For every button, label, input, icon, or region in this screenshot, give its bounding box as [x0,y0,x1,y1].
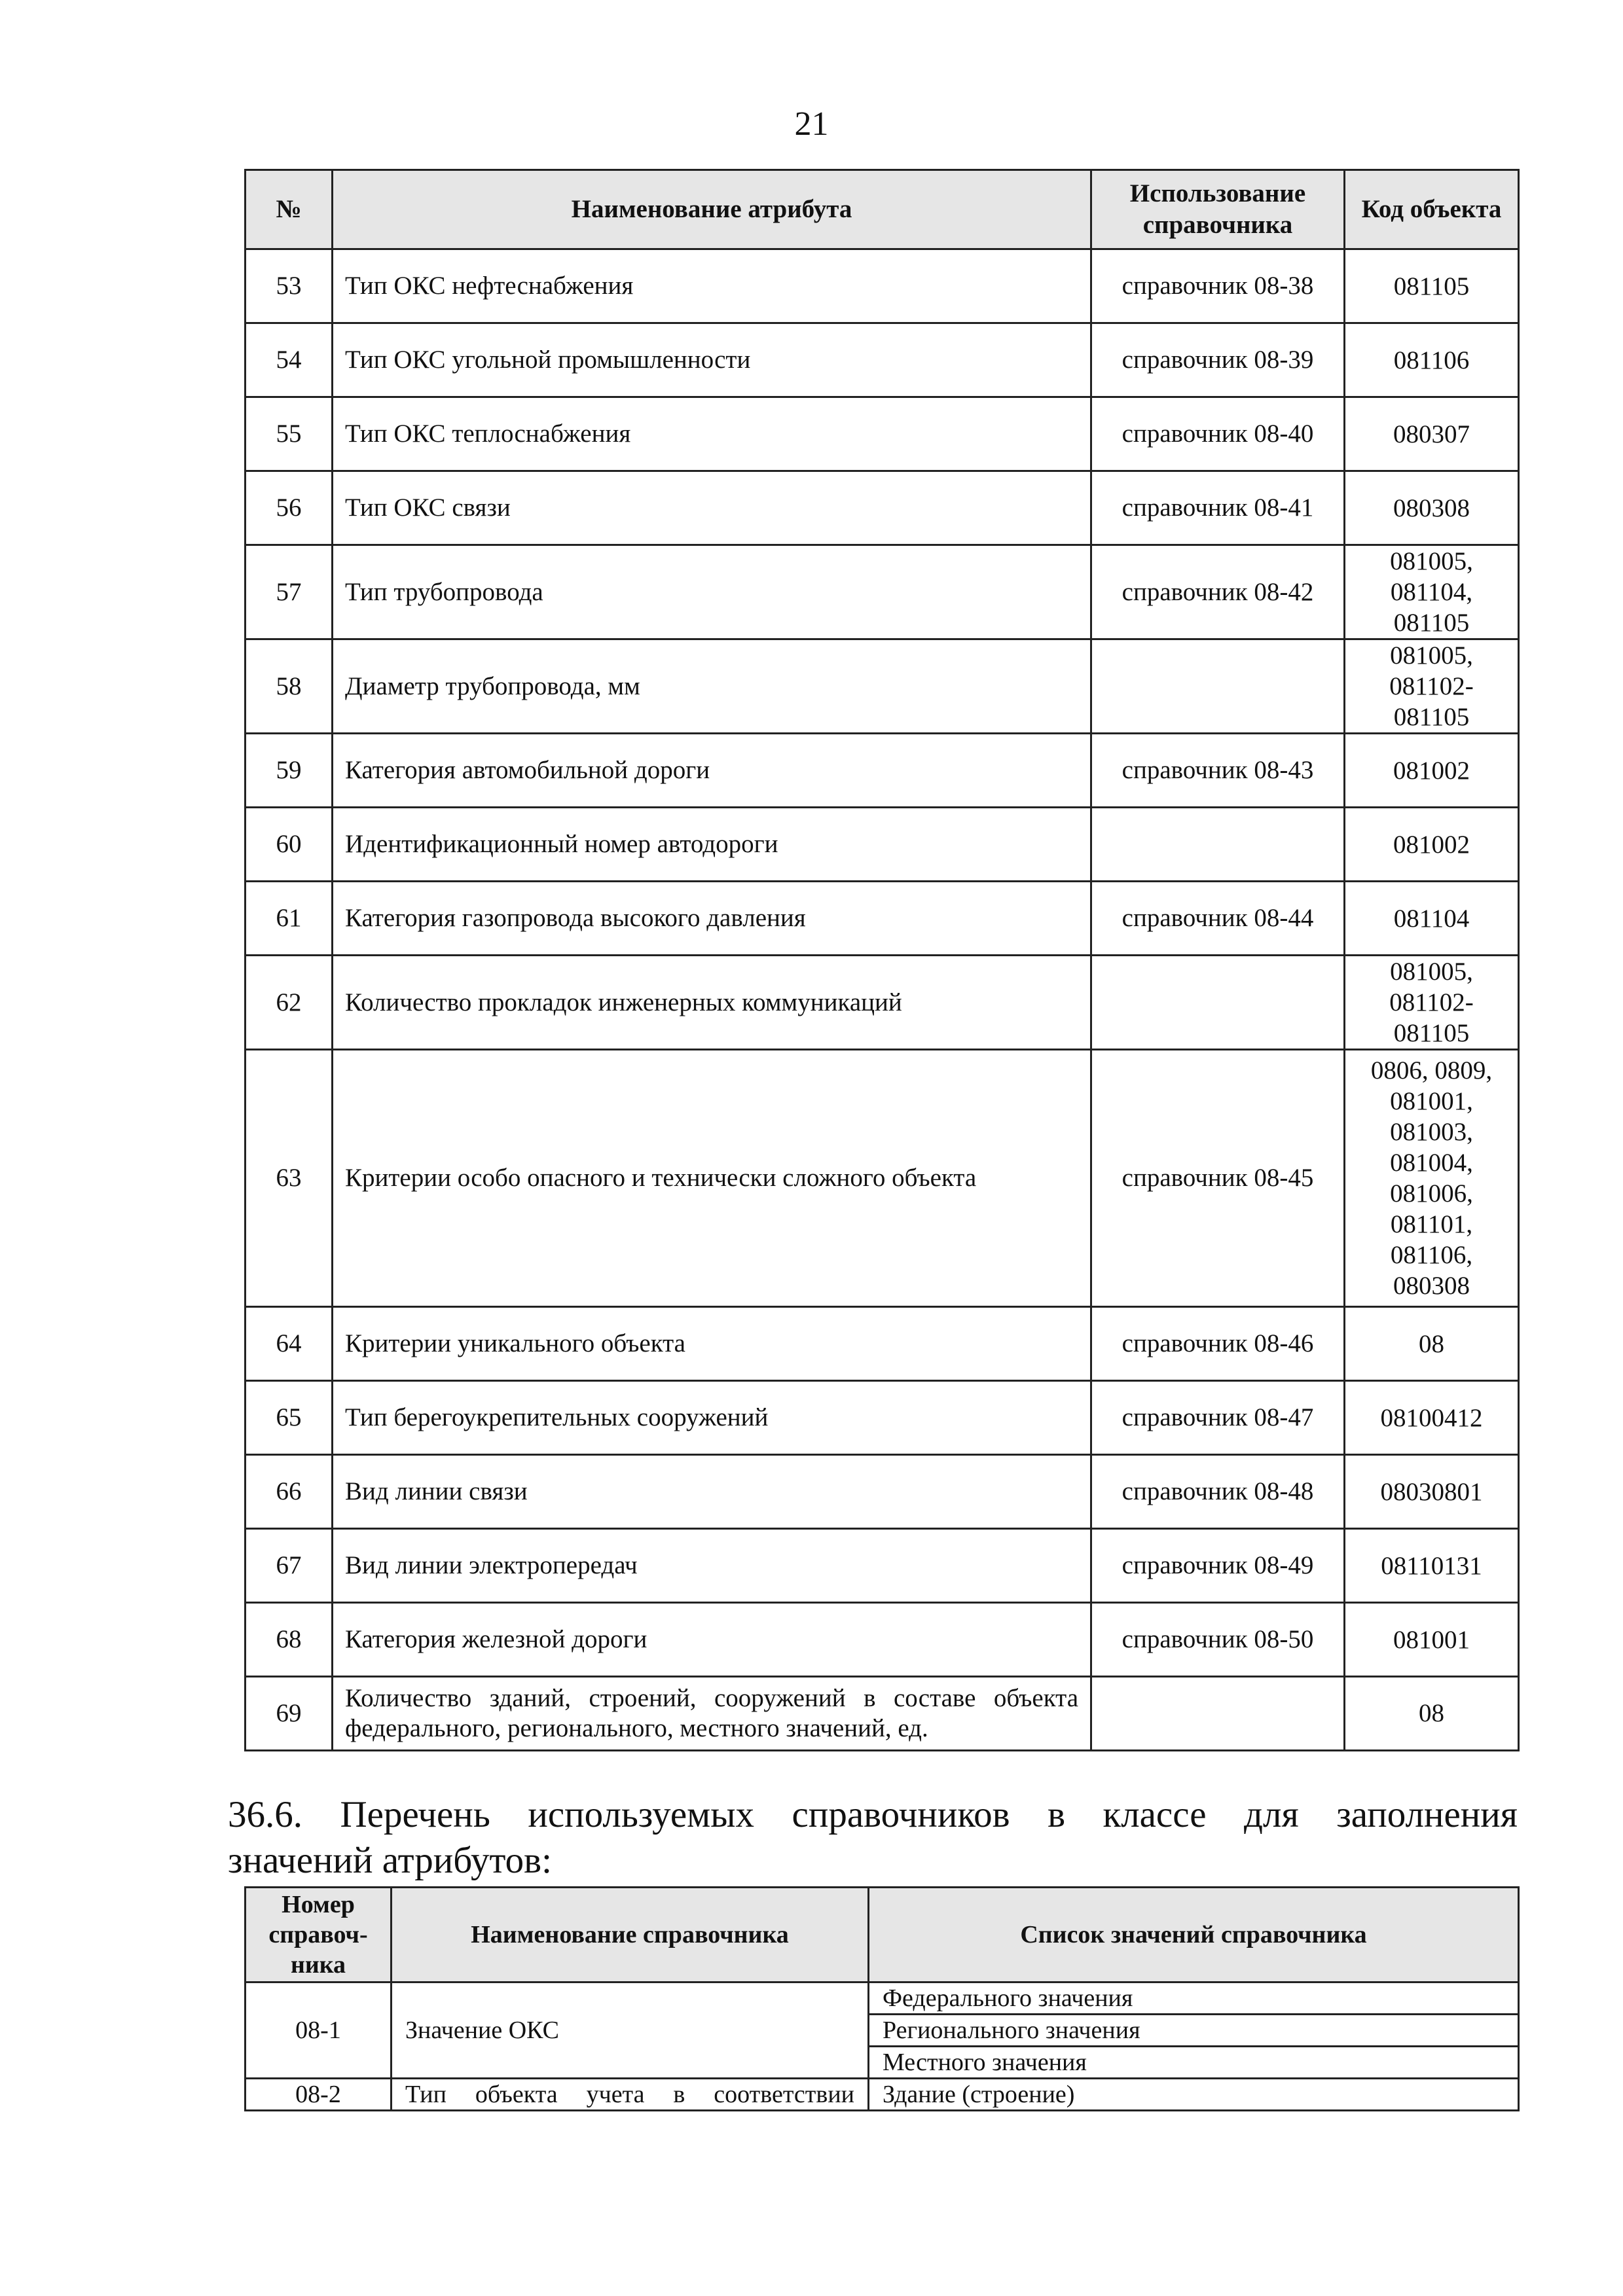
code-line: 081001, [1390,1087,1473,1115]
table-row [246,323,1519,397]
cell-object-code [1345,471,1519,545]
cell-reference-usage: справочник 08-49 [1091,1529,1345,1603]
table-row [246,1381,1519,1455]
code-line: 081102- [1389,672,1474,700]
code-line: 081006, [1390,1179,1473,1208]
code-line: 081102- [1389,988,1474,1016]
table-row [246,734,1519,808]
cell-reference-usage: справочник 08-38 [1091,249,1345,323]
cell-reference-usage: справочник 08-42 [1091,545,1345,639]
cell-reference-name: Тип объекта учета в соответствии [392,2079,869,2111]
table-row [246,1455,1519,1529]
code-line: 080308 [1393,1272,1470,1300]
cell-num: 68 [246,1603,333,1677]
cell-num: 67 [246,1529,333,1603]
cell-object-code [1345,639,1519,734]
code-line: 081001 [1393,1625,1470,1654]
code-line: 081005, [1390,958,1473,986]
attributes-table [244,169,1520,1751]
code-line: 08 [1419,1329,1444,1358]
cell-attribute-name: Тип ОКС угольной промышленности [333,323,1091,397]
cell-attribute-name: Категория газопровода высокого давления [333,882,1091,956]
cell-object-code [1345,397,1519,471]
table-row [246,545,1519,639]
table-row [246,1603,1519,1677]
cell-object-code [1345,734,1519,808]
cell-object-code [1345,1381,1519,1455]
cell-num: 53 [246,249,333,323]
cell-reference-value: Регионального значения [869,2015,1519,2047]
section-heading-continuation: значений атрибутов: [228,1840,552,1881]
table-row [246,1529,1519,1603]
cell-object-code [1345,249,1519,323]
cell-attribute-name: Количество прокладок инженерных коммуникаций [333,956,1091,1050]
page-number: 21 [794,105,829,143]
cell-reference-usage: справочник 08-41 [1091,471,1345,545]
code-line: 081002 [1393,830,1470,859]
cell-reference-usage [1091,956,1345,1050]
cell-num: 56 [246,471,333,545]
code-line: 080307 [1393,420,1470,448]
table-row [246,2079,1519,2111]
cell-line: федерального, регионального, местного значений, ед. [345,1714,928,1742]
cell-num: 58 [246,639,333,734]
cell-object-code [1345,545,1519,639]
table-header-row [246,1888,1519,1982]
table-header-row [246,170,1519,249]
cell-num: 55 [246,397,333,471]
cell-object-code [1345,1603,1519,1677]
cell-reference-usage: справочник 08-47 [1091,1381,1345,1455]
cell-object-code [1345,1455,1519,1529]
cell-attribute-name: Идентификационный номер автодороги [333,808,1091,882]
cell-reference-usage: справочник 08-46 [1091,1307,1345,1381]
cell-reference-usage: справочник 08-39 [1091,323,1345,397]
reference-table [244,1886,1520,2111]
cell-attribute-name: Тип ОКС связи [333,471,1091,545]
cell-reference-value: Местного значения [869,2047,1519,2079]
cell-reference-usage [1091,639,1345,734]
header-line: ника [290,1951,346,1979]
cell-attribute-name: Критерии уникального объекта [333,1307,1091,1381]
header-attribute-name: Наименование атрибута [333,170,1091,249]
table-row [246,808,1519,882]
header-num: № [246,170,333,249]
header-line: Номер [282,1891,355,1918]
cell-reference-usage: справочник 08-44 [1091,882,1345,956]
header-line: справоч- [268,1921,368,1948]
table-row [246,1307,1519,1381]
cell-object-code [1345,1050,1519,1307]
cell-num: 64 [246,1307,333,1381]
table-row [246,249,1519,323]
cell-reference-usage: справочник 08-50 [1091,1603,1345,1677]
cell-attribute-name: Категория железной дороги [333,1603,1091,1677]
cell-attribute-name: Диаметр трубопровода, мм [333,639,1091,734]
code-line: 081005, [1390,641,1473,670]
cell-object-code [1345,1677,1519,1751]
cell-num: 63 [246,1050,333,1307]
cell-num: 62 [246,956,333,1050]
cell-attribute-name: Критерии особо опасного и технически сложного объекта [333,1050,1091,1307]
code-line: 08030801 [1380,1477,1483,1506]
table-row [246,1050,1519,1307]
header-object-code: Код объекта [1345,170,1519,249]
code-line: 081004, [1390,1149,1473,1177]
code-line: 081101, [1390,1210,1473,1238]
cell-object-code [1345,882,1519,956]
table-row [246,639,1519,734]
table-row [246,956,1519,1050]
attributes-table-body [246,249,1519,1751]
cell-reference-number: 08-1 [246,1982,392,2079]
code-line: 08100412 [1380,1403,1483,1432]
cell-attribute-name: Вид линии электропередач [333,1529,1091,1603]
code-line: 081105 [1393,1019,1470,1047]
cell-line: Количество зданий, строений, сооружений в составе объекта [345,1684,1078,1712]
code-line: 081002 [1393,756,1470,785]
code-line: 08110131 [1381,1551,1482,1580]
header-reference-usage: Использование справочника [1091,170,1345,249]
cell-object-code [1345,808,1519,882]
cell-object-code [1345,1529,1519,1603]
cell-reference-value: Здание (строение) [869,2079,1519,2111]
cell-num: 59 [246,734,333,808]
code-line: 081105 [1393,703,1470,731]
section-heading: 36.6. Перечень используемых справочников в классе для заполнения [228,1794,1518,1835]
cell-reference-usage [1091,1677,1345,1751]
cell-attribute-name: Тип ОКС нефтеснабжения [333,249,1091,323]
code-line: 081106, [1390,1241,1473,1269]
header-reference-name: Наименование справочника [392,1888,869,1982]
cell-attribute-name: Тип ОКС теплоснабжения [333,397,1091,471]
table-row [246,1677,1519,1751]
cell-reference-usage: справочник 08-45 [1091,1050,1345,1307]
cell-reference-usage: справочник 08-40 [1091,397,1345,471]
header-reference-number [246,1888,392,1982]
cell-object-code [1345,956,1519,1050]
reference-table-body [246,1982,1519,2111]
code-line: 0806, 0809, [1370,1056,1493,1085]
cell-num: 61 [246,882,333,956]
cell-attribute-name: Категория автомобильной дороги [333,734,1091,808]
cell-attribute-name: Вид линии связи [333,1455,1091,1529]
cell-num: 69 [246,1677,333,1751]
cell-attribute-name: Тип трубопровода [333,545,1091,639]
code-line: 081106 [1393,346,1470,374]
table-row [246,1982,1519,2015]
table-row [246,471,1519,545]
code-line: 081105 [1393,272,1470,300]
cell-object-code [1345,1307,1519,1381]
code-line: 081005, [1390,547,1473,575]
cell-reference-usage: справочник 08-43 [1091,734,1345,808]
code-line: 081105 [1393,609,1470,637]
cell-attribute-name [333,1677,1091,1751]
code-line: 081104 [1393,904,1470,933]
code-line: 081003, [1390,1118,1473,1146]
cell-num: 60 [246,808,333,882]
cell-reference-name: Значение ОКС [392,1982,869,2079]
cell-reference-value: Федерального значения [869,1982,1519,2015]
cell-num: 54 [246,323,333,397]
header-value-list: Список значений справочника [869,1888,1519,1982]
cell-object-code [1345,323,1519,397]
cell-reference-usage: справочник 08-48 [1091,1455,1345,1529]
cell-num: 66 [246,1455,333,1529]
table-row [246,882,1519,956]
cell-attribute-name: Тип берегоукрепительных сооружений [333,1381,1091,1455]
code-line: 08 [1419,1699,1444,1727]
code-line: 081104, [1390,578,1473,606]
cell-reference-number: 08-2 [246,2079,392,2111]
cell-reference-usage [1091,808,1345,882]
cell-num: 65 [246,1381,333,1455]
table-row [246,397,1519,471]
cell-num: 57 [246,545,333,639]
code-line: 080308 [1393,493,1470,522]
